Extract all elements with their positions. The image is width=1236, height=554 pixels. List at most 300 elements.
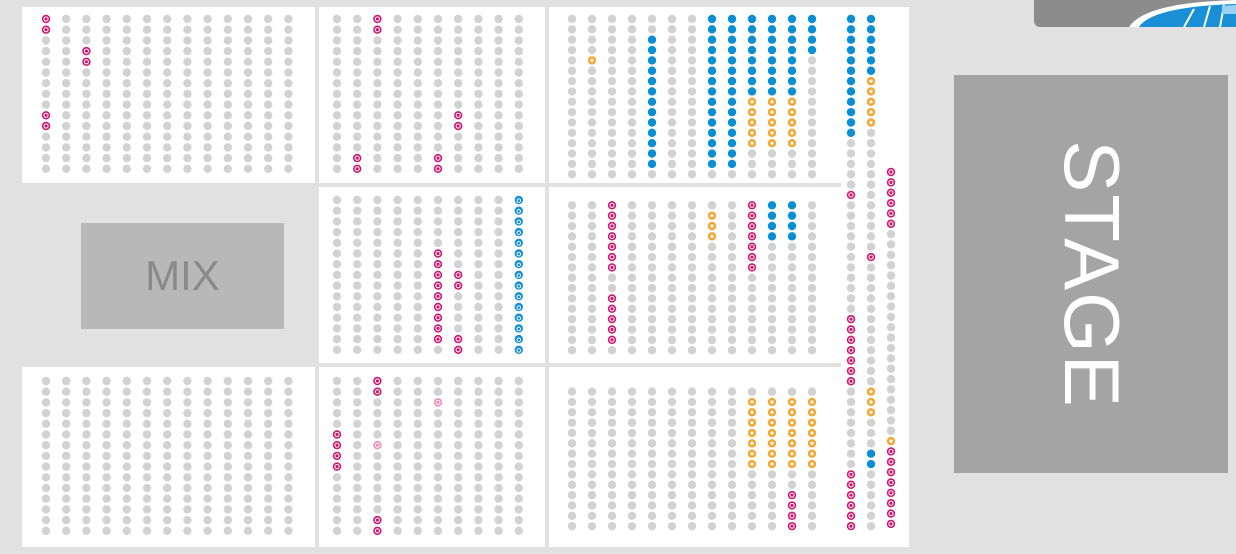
seat-available[interactable]: [808, 87, 816, 95]
seat-available[interactable]: [688, 222, 696, 230]
seat-available[interactable]: [474, 122, 482, 130]
seat-available[interactable]: [373, 239, 381, 247]
seat-available[interactable]: [414, 473, 422, 481]
seat-resale-icon[interactable]: [608, 211, 616, 219]
seat-available[interactable]: [264, 100, 272, 108]
seat-available[interactable]: [768, 336, 776, 344]
seat-premium-star-icon[interactable]: [748, 98, 756, 106]
seat-available[interactable]: [474, 111, 482, 119]
seat-available[interactable]: [102, 484, 110, 492]
seat-resale-icon[interactable]: [608, 336, 616, 344]
seat-available[interactable]: [353, 217, 361, 225]
seat-resale-icon[interactable]: [788, 522, 796, 530]
seat-available[interactable]: [648, 470, 656, 478]
seat-available[interactable]: [434, 239, 442, 247]
seat-available[interactable]: [82, 473, 90, 481]
seat-available[interactable]: [808, 118, 816, 126]
seat-standard[interactable]: [788, 25, 796, 33]
seat-available[interactable]: [353, 335, 361, 343]
seat-available[interactable]: [494, 473, 502, 481]
seat-standard[interactable]: [788, 77, 796, 85]
seat-available[interactable]: [244, 58, 252, 66]
seat-available[interactable]: [143, 409, 151, 417]
seat-standard[interactable]: [708, 129, 716, 137]
seat-available[interactable]: [648, 460, 656, 468]
seat-available[interactable]: [608, 387, 616, 395]
seat-premium-star-icon[interactable]: [708, 232, 716, 240]
seat-standard[interactable]: [748, 67, 756, 75]
seat-available[interactable]: [82, 111, 90, 119]
seat-standard[interactable]: [788, 46, 796, 54]
seat-available[interactable]: [414, 420, 422, 428]
seat-available[interactable]: [373, 484, 381, 492]
seat-standard[interactable]: [808, 15, 816, 23]
seat-available[interactable]: [353, 324, 361, 332]
seat-resale-icon[interactable]: [847, 315, 855, 323]
seat-available[interactable]: [284, 516, 292, 524]
seat-available[interactable]: [668, 315, 676, 323]
seat-standard[interactable]: [847, 56, 855, 64]
seat-available[interactable]: [708, 522, 716, 530]
seat-available[interactable]: [568, 512, 576, 520]
seat-accessible-wheelchair-icon[interactable]: [515, 335, 523, 343]
seat-available[interactable]: [373, 292, 381, 300]
seat-available[interactable]: [628, 253, 636, 261]
seat-standard[interactable]: [788, 232, 796, 240]
seat-available[interactable]: [62, 495, 70, 503]
seat-available[interactable]: [628, 211, 636, 219]
seat-available[interactable]: [708, 387, 716, 395]
seat-available[interactable]: [474, 100, 482, 108]
seat-available[interactable]: [887, 292, 895, 300]
seat-available[interactable]: [62, 154, 70, 162]
seat-available[interactable]: [728, 522, 736, 530]
seat-available[interactable]: [628, 336, 636, 344]
seat-available[interactable]: [82, 527, 90, 535]
seat-available[interactable]: [203, 154, 211, 162]
seat-standard[interactable]: [708, 67, 716, 75]
seat-available[interactable]: [608, 512, 616, 520]
seat-available[interactable]: [393, 527, 401, 535]
seat-available[interactable]: [373, 79, 381, 87]
seat-available[interactable]: [264, 527, 272, 535]
seat-available[interactable]: [333, 409, 341, 417]
seat-available[interactable]: [847, 418, 855, 426]
seat-available[interactable]: [264, 377, 272, 385]
seat-resale-icon[interactable]: [608, 232, 616, 240]
seat-available[interactable]: [515, 143, 523, 151]
seat-available[interactable]: [454, 260, 462, 268]
seat-available[interactable]: [434, 430, 442, 438]
seat-available[interactable]: [474, 15, 482, 23]
seat-available[interactable]: [434, 68, 442, 76]
seat-available[interactable]: [688, 481, 696, 489]
seat-standard[interactable]: [768, 46, 776, 54]
seat-available[interactable]: [867, 180, 875, 188]
seat-available[interactable]: [688, 36, 696, 44]
seat-standard[interactable]: [847, 36, 855, 44]
seat-standard[interactable]: [768, 232, 776, 240]
seat-available[interactable]: [284, 68, 292, 76]
seat-available[interactable]: [728, 305, 736, 313]
seat-available[interactable]: [393, 346, 401, 354]
seat-available[interactable]: [648, 387, 656, 395]
seat-resale-icon[interactable]: [608, 325, 616, 333]
seat-available[interactable]: [183, 473, 191, 481]
seat-available[interactable]: [708, 398, 716, 406]
seat-standard[interactable]: [788, 67, 796, 75]
seat-available[interactable]: [62, 462, 70, 470]
seat-available[interactable]: [668, 243, 676, 251]
seat-available[interactable]: [588, 346, 596, 354]
seat-available[interactable]: [82, 165, 90, 173]
seat-available[interactable]: [333, 68, 341, 76]
seat-available[interactable]: [474, 516, 482, 524]
seat-available[interactable]: [748, 481, 756, 489]
seat-available[interactable]: [847, 439, 855, 447]
seat-available[interactable]: [588, 263, 596, 271]
seat-available[interactable]: [515, 15, 523, 23]
seat-available[interactable]: [224, 420, 232, 428]
seat-available[interactable]: [42, 47, 50, 55]
seat-standard[interactable]: [788, 201, 796, 209]
seat-available[interactable]: [454, 165, 462, 173]
seat-available[interactable]: [648, 243, 656, 251]
seat-available[interactable]: [163, 505, 171, 513]
seat-available[interactable]: [244, 36, 252, 44]
seat-available[interactable]: [183, 133, 191, 141]
seat-available[interactable]: [82, 122, 90, 130]
seat-available[interactable]: [82, 133, 90, 141]
seat-available[interactable]: [515, 58, 523, 66]
seat-available[interactable]: [102, 165, 110, 173]
seat-available[interactable]: [628, 522, 636, 530]
seat-available[interactable]: [393, 484, 401, 492]
seat-resale-icon[interactable]: [373, 26, 381, 34]
seat-available[interactable]: [474, 527, 482, 535]
seat-available[interactable]: [515, 133, 523, 141]
seat-available[interactable]: [588, 67, 596, 75]
seat-available[interactable]: [708, 408, 716, 416]
seat-available[interactable]: [494, 303, 502, 311]
seat-available[interactable]: [434, 217, 442, 225]
seat-standard[interactable]: [847, 129, 855, 137]
seat-available[interactable]: [688, 325, 696, 333]
seat-available[interactable]: [808, 98, 816, 106]
seat-available[interactable]: [333, 303, 341, 311]
seat-available[interactable]: [163, 26, 171, 34]
seat-available[interactable]: [515, 462, 523, 470]
seat-resale-icon[interactable]: [847, 336, 855, 344]
seat-available[interactable]: [847, 429, 855, 437]
seat-available[interactable]: [648, 315, 656, 323]
seat-available[interactable]: [608, 170, 616, 178]
seat-available[interactable]: [867, 325, 875, 333]
seat-available[interactable]: [568, 439, 576, 447]
seat-standard[interactable]: [648, 118, 656, 126]
seat-available[interactable]: [588, 201, 596, 209]
seat-available[interactable]: [183, 79, 191, 87]
seat-available[interactable]: [648, 294, 656, 302]
seat-available[interactable]: [748, 336, 756, 344]
seat-available[interactable]: [688, 522, 696, 530]
seat-available[interactable]: [123, 420, 131, 428]
seat-available[interactable]: [568, 325, 576, 333]
seat-premium-star-icon[interactable]: [788, 139, 796, 147]
seat-available[interactable]: [768, 501, 776, 509]
seat-available[interactable]: [515, 441, 523, 449]
seat-available[interactable]: [628, 305, 636, 313]
seat-available[interactable]: [608, 501, 616, 509]
seat-premium-star-icon[interactable]: [748, 118, 756, 126]
seat-available[interactable]: [123, 58, 131, 66]
seat-available[interactable]: [668, 67, 676, 75]
seat-available[interactable]: [628, 418, 636, 426]
seat-standard[interactable]: [748, 56, 756, 64]
seat-standard[interactable]: [648, 108, 656, 116]
seat-available[interactable]: [494, 377, 502, 385]
seat-available[interactable]: [748, 284, 756, 292]
seat-resale-icon[interactable]: [748, 253, 756, 261]
seat-resale-icon[interactable]: [847, 481, 855, 489]
seat-available[interactable]: [474, 388, 482, 396]
seat-available[interactable]: [244, 452, 252, 460]
seat-available[interactable]: [373, 505, 381, 513]
seat-resale-icon[interactable]: [887, 489, 895, 497]
seat-available[interactable]: [748, 149, 756, 157]
seat-available[interactable]: [588, 439, 596, 447]
seat-available[interactable]: [628, 387, 636, 395]
seat-available[interactable]: [393, 239, 401, 247]
seat-standard[interactable]: [728, 15, 736, 23]
seat-available[interactable]: [414, 462, 422, 470]
seat-available[interactable]: [62, 111, 70, 119]
seat-available[interactable]: [648, 201, 656, 209]
seat-premium-star-icon[interactable]: [808, 408, 816, 416]
seat-resale-icon[interactable]: [887, 458, 895, 466]
seat-available[interactable]: [688, 294, 696, 302]
seat-available[interactable]: [628, 149, 636, 157]
seat-available[interactable]: [393, 133, 401, 141]
seat-available[interactable]: [515, 527, 523, 535]
seat-available[interactable]: [434, 111, 442, 119]
seat-available[interactable]: [608, 408, 616, 416]
seat-available[interactable]: [353, 292, 361, 300]
seat-available[interactable]: [434, 143, 442, 151]
seat-available[interactable]: [353, 271, 361, 279]
seat-available[interactable]: [628, 346, 636, 354]
seat-resale-icon[interactable]: [748, 211, 756, 219]
seat-available[interactable]: [808, 211, 816, 219]
seat-available[interactable]: [494, 314, 502, 322]
seat-available[interactable]: [628, 222, 636, 230]
seat-available[interactable]: [414, 452, 422, 460]
seat-available[interactable]: [628, 491, 636, 499]
seat-available[interactable]: [244, 430, 252, 438]
seat-available[interactable]: [788, 160, 796, 168]
seat-standard[interactable]: [708, 25, 716, 33]
seat-available[interactable]: [608, 87, 616, 95]
seat-available[interactable]: [163, 441, 171, 449]
seat-available[interactable]: [588, 243, 596, 251]
seat-available[interactable]: [393, 111, 401, 119]
seat-available[interactable]: [102, 452, 110, 460]
seat-available[interactable]: [414, 207, 422, 215]
seat-available[interactable]: [333, 143, 341, 151]
seat-available[interactable]: [474, 260, 482, 268]
seat-available[interactable]: [414, 430, 422, 438]
seat-available[interactable]: [414, 143, 422, 151]
seat-available[interactable]: [494, 335, 502, 343]
seat-available[interactable]: [143, 484, 151, 492]
seat-available[interactable]: [102, 68, 110, 76]
seat-available[interactable]: [203, 36, 211, 44]
seat-available[interactable]: [284, 36, 292, 44]
seat-available[interactable]: [123, 505, 131, 513]
seat-available[interactable]: [123, 100, 131, 108]
seat-available[interactable]: [203, 377, 211, 385]
seat-available[interactable]: [474, 462, 482, 470]
seat-available[interactable]: [102, 100, 110, 108]
seat-available[interactable]: [62, 122, 70, 130]
seat-available[interactable]: [393, 516, 401, 524]
seat-available[interactable]: [393, 441, 401, 449]
seat-available[interactable]: [648, 439, 656, 447]
seat-available[interactable]: [568, 315, 576, 323]
seat-available[interactable]: [82, 430, 90, 438]
seat-available[interactable]: [224, 133, 232, 141]
seat-premium-star-icon[interactable]: [867, 77, 875, 85]
seat-available[interactable]: [414, 409, 422, 417]
seat-available[interactable]: [628, 481, 636, 489]
seat-available[interactable]: [748, 346, 756, 354]
seat-available[interactable]: [688, 129, 696, 137]
seat-available[interactable]: [748, 387, 756, 395]
seat-resale-icon[interactable]: [748, 243, 756, 251]
seat-available[interactable]: [414, 484, 422, 492]
seat-standard[interactable]: [788, 211, 796, 219]
seat-available[interactable]: [284, 388, 292, 396]
seat-available[interactable]: [414, 228, 422, 236]
seat-standard[interactable]: [867, 450, 875, 458]
seat-available[interactable]: [454, 303, 462, 311]
seat-resale-icon[interactable]: [887, 220, 895, 228]
seat-premium-star-icon[interactable]: [788, 408, 796, 416]
seat-available[interactable]: [82, 495, 90, 503]
seat-available[interactable]: [414, 303, 422, 311]
seat-available[interactable]: [688, 15, 696, 23]
seat-available[interactable]: [748, 305, 756, 313]
seat-available[interactable]: [668, 346, 676, 354]
seat-standard[interactable]: [648, 46, 656, 54]
seat-available[interactable]: [143, 462, 151, 470]
seat-standard[interactable]: [768, 87, 776, 95]
seat-resale-icon[interactable]: [847, 512, 855, 520]
seat-available[interactable]: [414, 516, 422, 524]
seat-available[interactable]: [648, 512, 656, 520]
seat-available[interactable]: [887, 271, 895, 279]
seat-standard[interactable]: [748, 15, 756, 23]
seat-available[interactable]: [264, 165, 272, 173]
seat-available[interactable]: [143, 47, 151, 55]
seat-resale-icon[interactable]: [847, 367, 855, 375]
seat-available[interactable]: [183, 165, 191, 173]
seat-available[interactable]: [728, 284, 736, 292]
seat-available[interactable]: [608, 450, 616, 458]
seat-available[interactable]: [183, 409, 191, 417]
seat-available[interactable]: [62, 26, 70, 34]
seat-available[interactable]: [284, 527, 292, 535]
seat-available[interactable]: [123, 47, 131, 55]
seat-available[interactable]: [224, 398, 232, 406]
seat-available[interactable]: [668, 15, 676, 23]
seat-available[interactable]: [123, 15, 131, 23]
seat-standard[interactable]: [867, 460, 875, 468]
seat-available[interactable]: [688, 56, 696, 64]
seat-available[interactable]: [284, 15, 292, 23]
seat-resale-icon[interactable]: [887, 478, 895, 486]
seat-resale-icon[interactable]: [434, 303, 442, 311]
seat-available[interactable]: [867, 377, 875, 385]
seat-available[interactable]: [333, 484, 341, 492]
seat-available[interactable]: [668, 398, 676, 406]
seat-available[interactable]: [203, 527, 211, 535]
seat-available[interactable]: [183, 516, 191, 524]
seat-available[interactable]: [42, 495, 50, 503]
seat-available[interactable]: [333, 271, 341, 279]
seat-available[interactable]: [102, 420, 110, 428]
seat-available[interactable]: [82, 68, 90, 76]
seat-available[interactable]: [728, 512, 736, 520]
seat-available[interactable]: [264, 409, 272, 417]
seat-available[interactable]: [728, 243, 736, 251]
seat-available[interactable]: [568, 253, 576, 261]
seat-available[interactable]: [628, 243, 636, 251]
seat-available[interactable]: [474, 335, 482, 343]
seat-available[interactable]: [393, 165, 401, 173]
seat-resale-icon[interactable]: [847, 191, 855, 199]
seat-available[interactable]: [608, 118, 616, 126]
seat-premium-star-icon[interactable]: [748, 439, 756, 447]
seat-available[interactable]: [708, 501, 716, 509]
seat-available[interactable]: [414, 122, 422, 130]
seat-available[interactable]: [628, 87, 636, 95]
seat-available[interactable]: [353, 90, 361, 98]
seat-available[interactable]: [474, 484, 482, 492]
seat-available[interactable]: [143, 143, 151, 151]
seat-available[interactable]: [414, 377, 422, 385]
seat-available[interactable]: [434, 473, 442, 481]
seat-standard[interactable]: [648, 98, 656, 106]
seat-available[interactable]: [808, 294, 816, 302]
seat-available[interactable]: [42, 36, 50, 44]
seat-available[interactable]: [224, 154, 232, 162]
seat-resale-icon[interactable]: [847, 501, 855, 509]
seat-available[interactable]: [588, 460, 596, 468]
seat-available[interactable]: [183, 36, 191, 44]
seat-available[interactable]: [867, 222, 875, 230]
seat-resale-icon[interactable]: [867, 253, 875, 261]
seat-resale-icon[interactable]: [887, 509, 895, 517]
seat-available[interactable]: [608, 108, 616, 116]
seat-standard[interactable]: [708, 56, 716, 64]
seat-available[interactable]: [668, 512, 676, 520]
seat-available[interactable]: [373, 143, 381, 151]
seat-available[interactable]: [708, 315, 716, 323]
seat-available[interactable]: [608, 284, 616, 292]
seat-available[interactable]: [668, 460, 676, 468]
seat-standard[interactable]: [708, 118, 716, 126]
